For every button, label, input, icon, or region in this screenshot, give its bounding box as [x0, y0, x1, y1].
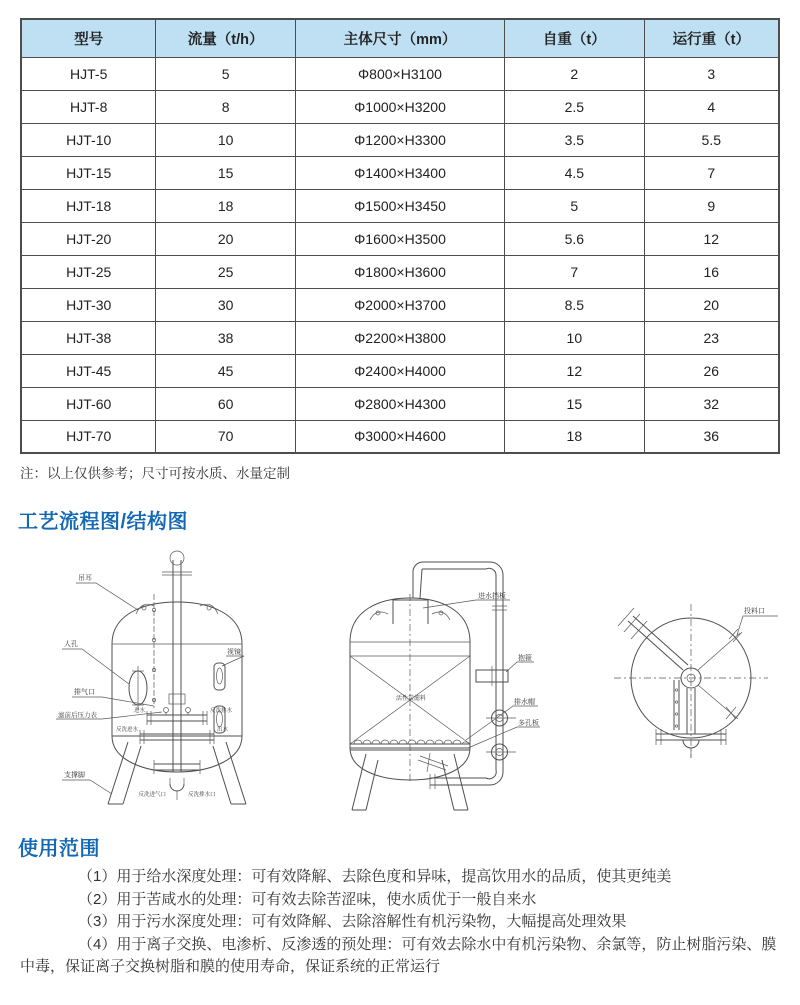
table-cell: 36 — [644, 420, 779, 453]
table-cell: 45 — [156, 354, 295, 387]
diagrams-row — [0, 548, 800, 820]
table-cell: 23 — [644, 321, 779, 354]
table-row — [21, 354, 779, 387]
table-cell: 70 — [156, 420, 295, 453]
table-cell: 4 — [644, 90, 779, 123]
table-cell: HJT-70 — [21, 420, 156, 453]
table-cell: Φ1600×H3500 — [295, 222, 504, 255]
backwash-air-inlet-label: 反洗进气口 — [138, 792, 166, 798]
spec-table — [20, 18, 780, 454]
table-cell: 5 — [156, 57, 295, 90]
outlet-label: 出水 — [217, 727, 229, 733]
table-row — [21, 255, 779, 288]
table-cell: 60 — [156, 387, 295, 420]
table-cell: 2 — [505, 57, 644, 90]
table-row — [21, 57, 779, 90]
table-row — [21, 123, 779, 156]
table-cell: HJT-60 — [21, 387, 156, 420]
diagram-section-title: 工艺流程图/结构图 — [18, 511, 189, 533]
table-cell: 32 — [644, 387, 779, 420]
backwash-drain-label: 反洗排水 — [210, 708, 233, 714]
table-cell: HJT-10 — [21, 123, 156, 156]
media-label: 活性炭滤料 — [396, 696, 427, 702]
table-cell: Φ2200×H3800 — [295, 321, 504, 354]
table-cell: 3 — [644, 57, 779, 90]
table-row — [21, 189, 779, 222]
table-row — [21, 156, 779, 189]
table-cell: Φ1000×H3200 — [295, 90, 504, 123]
table-cell: HJT-25 — [21, 255, 156, 288]
table-row — [21, 387, 779, 420]
table-cell: HJT-8 — [21, 90, 156, 123]
table-cell: 20 — [644, 288, 779, 321]
header-cell: 型号 — [21, 19, 156, 57]
table-row — [21, 420, 779, 453]
table-cell: 10 — [156, 123, 295, 156]
table-cell: HJT-18 — [21, 189, 156, 222]
inlet-label: 进水 — [133, 708, 145, 714]
usage-item: （2）用于苦咸水的处理：可有效去除苦涩味，使水质优于一般自来水 — [78, 890, 537, 908]
table-cell: 5.5 — [644, 123, 779, 156]
drain-cap-label: 排水帽 — [514, 699, 535, 706]
spec-table-wrapper — [20, 18, 780, 454]
header-cell: 流量（t/h） — [156, 19, 295, 57]
table-row — [21, 222, 779, 255]
usage-item: （1）用于给水深度处理：可有效降解、去除色度和异味，提高饮用水的品质，使其更纯美 — [78, 868, 672, 885]
header-cell: 主体尺寸（mm） — [295, 19, 504, 57]
backwash-drain-port-label: 反洗排水口 — [188, 792, 216, 798]
table-cell: Φ2800×H4300 — [295, 387, 504, 420]
table-cell: 12 — [505, 354, 644, 387]
table-cell: 10 — [505, 321, 644, 354]
table-cell: HJT-38 — [21, 321, 156, 354]
table-cell: Φ2400×H4000 — [295, 354, 504, 387]
table-cell: 2.5 — [505, 90, 644, 123]
pressure-gauge-label: 滤前后压力表 — [58, 712, 97, 719]
table-cell: Φ2000×H3700 — [295, 288, 504, 321]
header-cell: 自重（t） — [505, 19, 644, 57]
table-cell: Φ800×H3100 — [295, 57, 504, 90]
table-cell: 30 — [156, 288, 295, 321]
table-cell: 9 — [644, 189, 779, 222]
table-cell: 7 — [644, 156, 779, 189]
spec-table-head — [21, 19, 779, 57]
table-cell: HJT-45 — [21, 354, 156, 387]
table-cell: Φ1200×H3300 — [295, 123, 504, 156]
table-cell: 15 — [505, 387, 644, 420]
inlet-baffle-label: 进水挡板 — [478, 593, 506, 600]
table-cell: HJT-30 — [21, 288, 156, 321]
table-cell: Φ1500×H3450 — [295, 189, 504, 222]
usage-item: （3）用于污水深度处理：可有效降解、去除溶解性有机污染物，大幅提高处理效果 — [78, 913, 627, 930]
clamp-label: 抱箍 — [518, 655, 532, 662]
table-cell: 15 — [156, 156, 295, 189]
usage-list — [20, 866, 782, 979]
table-cell: HJT-20 — [21, 222, 156, 255]
table-cell: Φ1400×H3400 — [295, 156, 504, 189]
usage-section-title: 使用范围 — [18, 838, 100, 860]
usage-item: （4）用于离子交换、电渗析、反渗透的预处理：可有效去除水中有机污染物、余氯等，防止树脂污染、膜中毒，保证离子交换树脂和膜的使用寿命，保证系统的正常运行 — [20, 935, 777, 975]
table-cell: 18 — [156, 189, 295, 222]
header-cell: 运行重（t） — [644, 19, 779, 57]
sight-glass-label: 视镜 — [227, 649, 241, 656]
table-cell: HJT-15 — [21, 156, 156, 189]
structure-diagram-top-view — [596, 588, 786, 768]
table-cell: HJT-5 — [21, 57, 156, 90]
table-cell: 5 — [505, 189, 644, 222]
table-note: 注：以上仅供参考；尺寸可按水质、水量定制 — [20, 466, 290, 481]
table-cell: 8.5 — [505, 288, 644, 321]
support-leg-label: 支撑脚 — [64, 772, 85, 779]
table-cell: 25 — [156, 255, 295, 288]
backwash-inlet-label: 反洗进水 — [115, 727, 138, 733]
table-cell: 12 — [644, 222, 779, 255]
table-cell: 3.5 — [505, 123, 644, 156]
table-cell: 26 — [644, 354, 779, 387]
perforated-plate-label: 多孔板 — [518, 720, 539, 727]
lifting-lug-label: 吊耳 — [78, 575, 92, 582]
table-row — [21, 321, 779, 354]
table-cell: Φ3000×H4600 — [295, 420, 504, 453]
table-cell: 38 — [156, 321, 295, 354]
table-cell: 7 — [505, 255, 644, 288]
header-row — [21, 19, 779, 57]
feed-port-label: 投料口 — [744, 608, 765, 615]
table-cell: 18 — [505, 420, 644, 453]
table-cell: 5.6 — [505, 222, 644, 255]
table-cell: 20 — [156, 222, 295, 255]
manhole-label: 人孔 — [64, 641, 78, 648]
table-cell: 16 — [644, 255, 779, 288]
table-row — [21, 90, 779, 123]
table-cell: 8 — [156, 90, 295, 123]
table-cell: 4.5 — [505, 156, 644, 189]
table-row — [21, 288, 779, 321]
structure-diagram-piping — [318, 548, 553, 816]
structure-diagram-front — [52, 548, 300, 816]
spec-table-body — [21, 57, 779, 453]
table-cell: Φ1800×H3600 — [295, 255, 504, 288]
air-vent-label: 排气口 — [74, 689, 95, 696]
